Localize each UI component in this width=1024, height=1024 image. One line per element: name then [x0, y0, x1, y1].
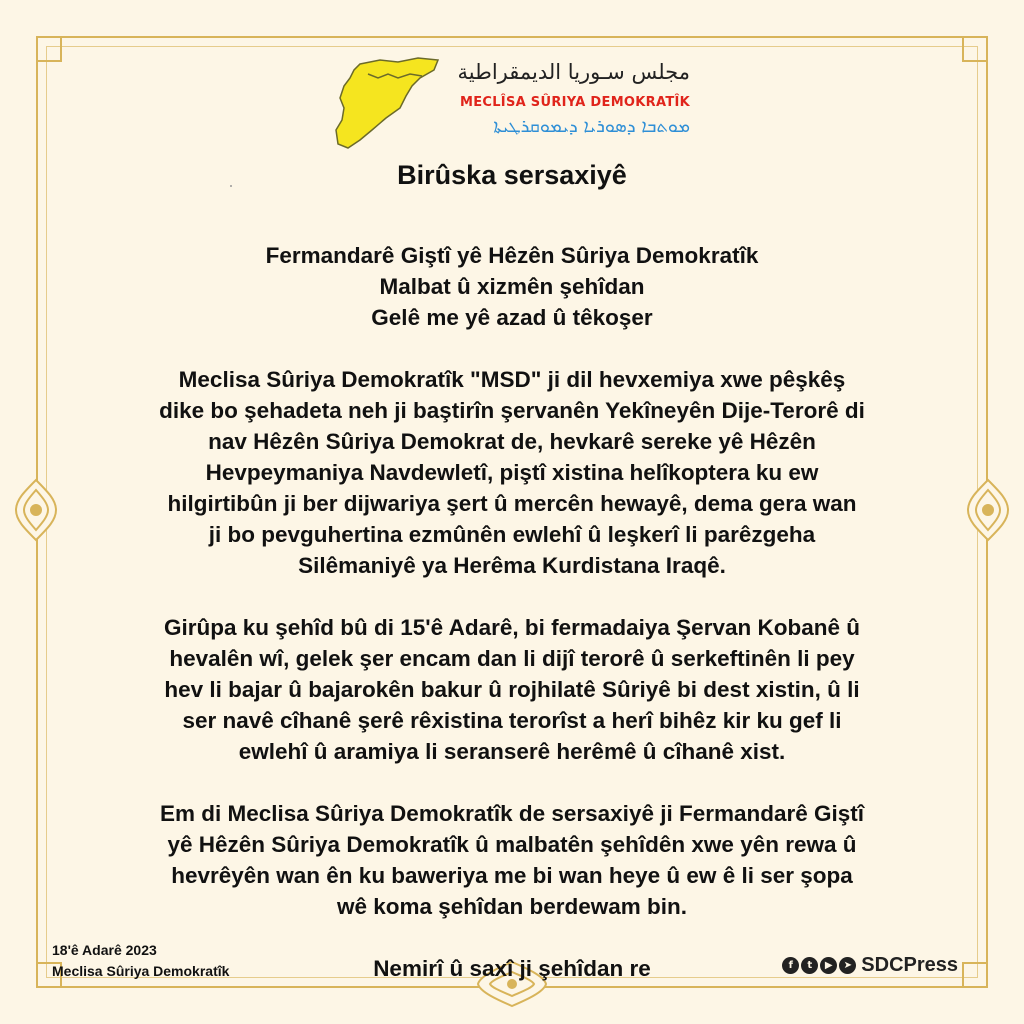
- statement-body: [70, 240, 954, 1015]
- closing-line: Nemirî û saxî ji şehîdan re: [373, 956, 651, 981]
- corner-ornament: [962, 36, 988, 62]
- text-line: ewlehî û aramiya li seranserê herêmê û cîhanê xist.: [238, 739, 786, 764]
- signature: Meclisa Sûriya Demokratîk: [52, 963, 230, 979]
- text-line: yê Hêzên Sûriya Demokratîk û malbatên şehîdên xwe yên rewa û: [167, 832, 857, 857]
- facebook-icon[interactable]: f: [782, 957, 799, 974]
- organization-logo: [330, 52, 710, 162]
- paragraph-2: [70, 612, 954, 767]
- social-handle[interactable]: SDCPress: [861, 953, 958, 976]
- org-name-kurdish: MECLÎSA SÛRIYA DEMOKRATÎK: [459, 95, 690, 110]
- text-line: hev li bajar û bajarokên bakur û rojhilatê Sûriyê bi dest xistin, û li: [164, 677, 860, 702]
- org-name-arabic: مجلس سـوريا الديمقراطية: [457, 60, 690, 84]
- corner-ornament: [962, 962, 988, 988]
- text-line: Silêmaniyê ya Herêma Kurdistana Iraqê.: [298, 553, 726, 578]
- text-line: hilgirtibûn ji ber dijwariya şert û mercên hewayê, dema gera wan: [167, 491, 857, 516]
- twitter-icon[interactable]: t: [801, 957, 818, 974]
- left-side-ornament: [12, 478, 60, 542]
- social-media-bar: [782, 952, 958, 978]
- statement-title: Birûska sersaxiyê: [397, 160, 627, 190]
- statement-date: 18'ê Adarê 2023: [52, 942, 157, 958]
- text-line: Hevpeymaniya Navdewletî, piştî xistina helîkoptera ku ew: [205, 460, 819, 485]
- salutation-block: [70, 240, 954, 333]
- text-line: wê koma şehîdan berdewam bin.: [336, 894, 688, 919]
- salutation-line: Fermandarê Giştî yê Hêzên Sûriya Demokratîk: [265, 243, 759, 268]
- paragraph-3: [70, 798, 954, 922]
- text-line: ser navê cîhanê şerê rêxistina terorîst a herî bihêz kir ku gef li: [182, 708, 842, 733]
- org-name-syriac: ܡܘܬܒܐ ܕܣܘܪܝܐ ܕܝܡܘܩܪܛܝܬܐ: [493, 116, 690, 137]
- text-line: hevalên wî, gelek şer encam dan li dijî terorê û serkeftinên li pey: [169, 646, 855, 671]
- footer-signature-block: [52, 940, 229, 982]
- salutation-line: Gelê me yê azad û têkoşer: [371, 305, 653, 330]
- text-line: Meclisa Sûriya Demokratîk "MSD" ji dil hevxemiya xwe pêşkêş: [178, 367, 846, 392]
- syria-map-icon: [330, 56, 442, 152]
- right-side-ornament: [964, 478, 1012, 542]
- text-line: ji bo pevguhertina ezmûnên ewlehî û leşkerî li parêzgeha: [208, 522, 816, 547]
- text-line: nav Hêzên Sûriya Demokrat de, hevkarê sereke yê Hêzên: [208, 429, 816, 454]
- text-line: Girûpa ku şehîd bû di 15'ê Adarê, bi fermadaiya Şervan Kobanê û: [164, 615, 860, 640]
- youtube-icon[interactable]: ▶: [820, 957, 837, 974]
- corner-ornament: [36, 36, 62, 62]
- paragraph-1: [70, 364, 954, 581]
- salutation-line: Malbat û xizmên şehîdan: [379, 274, 645, 299]
- telegram-icon[interactable]: ➤: [839, 957, 856, 974]
- text-line: hevrêyên wan ên ku baweriya me bi wan heye û ew ê li ser şopa: [171, 863, 853, 888]
- text-line: dike bo şehadeta neh ji baştirîn şervanên Yekîneyên Dije-Terorê di: [159, 398, 865, 423]
- text-line: Em di Meclisa Sûriya Demokratîk de sersaxiyê ji Fermandarê Giştî: [159, 801, 865, 826]
